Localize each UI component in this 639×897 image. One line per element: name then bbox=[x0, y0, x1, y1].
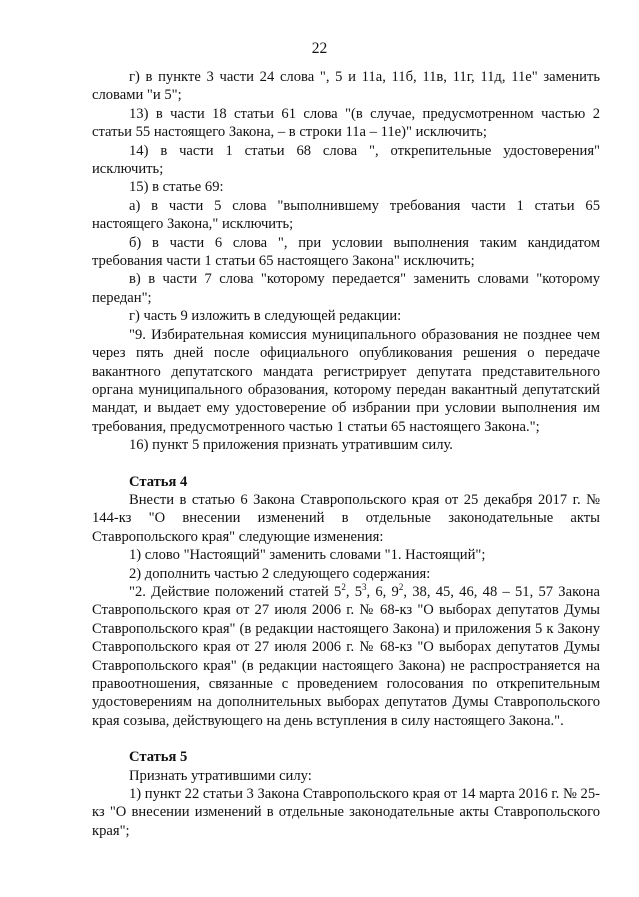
paragraph-item-16: 16) пункт 5 приложения признать утратившим силу. bbox=[129, 437, 453, 454]
article-4-heading: Статья 4 bbox=[129, 473, 188, 490]
article-5-heading: Статья 5 bbox=[129, 749, 188, 766]
paragraph-item-15v: в) в части 7 слова "которому передается" заменить словами "которому передан"; bbox=[92, 271, 600, 306]
article-5-item-1: 1) пункт 22 статьи 3 Закона Ставропольского края от 14 марта 2016 г. № 25-кз "О внесении изменений в отдельные законодательные акты Ставропольского края"; bbox=[92, 786, 600, 839]
article-4-intro: Внести в статью 6 Закона Ставропольского края от 25 декабря 2017 г. № 144-кз "О внесении изменений в отдельные законодательные акты Ставропольского края" следующие изменения: bbox=[92, 491, 600, 545]
paragraph-quoted-part-9: "9. Избирательная комиссия муниципального образования не позднее чем через пять дней после официального опубликования решения о передаче вакантного депутатского мандата регистрирует депутата представительного органа муниципального образования, которому передан вакантный депутатский мандат, и выдает ему удостоверение об избрании при условии выполнения им требования, предусмотренного частью 1 статьи 65 настоящего Закона."; bbox=[92, 326, 600, 435]
spacer bbox=[92, 455, 600, 473]
paragraph-item-15a: а) в части 5 слова "выполнившему требования части 1 статьи 65 настоящего Закона," исключить; bbox=[92, 197, 600, 233]
text-run: , 5 bbox=[345, 583, 362, 600]
paragraph-item-g-part-24: г) в пункте 3 части 24 слова ", 5 и 11а, 11б, 11в, 11г, 11д, 11е" заменить словами "и 5"; bbox=[92, 69, 600, 104]
article-4-quoted-part-2 bbox=[92, 583, 600, 730]
text-run: , 6, 9 bbox=[366, 583, 399, 600]
superscript: 3 bbox=[362, 582, 367, 593]
text-run: , 38, 45, 46, 48 – 51, 57 Закона Ставропольского края от 27 июля 2006 г. № 68-кз "О выборах депутатов Думы Ставропольского края" (в редакции настоящего Закона) и приложения 5 к Закону Ставропольского края от 27 июля 2006 г. № 68-кз "О выборах депутатов Думы Ставропольского края" (в редакции настоящего Закона) не распространяется на правоотношения, связанные с проведением голосования по открепительным удостоверениям на дополнительных выборах депутатов Думы Ставропольского края созыва, действующего на день вступления в силу настоящего Закона.". bbox=[92, 583, 601, 729]
article-5-intro: Признать утратившими силу: bbox=[129, 767, 312, 784]
paragraph-item-14: 14) в части 1 статьи 68 слова ", открепительные удостоверения" исключить; bbox=[92, 142, 600, 178]
paragraph-item-13: 13) в части 18 статьи 61 слова "(в случае, предусмотренном частью 2 статьи 55 настоящего Закона, – в строки 11а – 11е)" исключить; bbox=[92, 105, 600, 141]
spacer bbox=[92, 730, 600, 748]
paragraph-item-15: 15) в статье 69: bbox=[129, 179, 224, 196]
superscript: 2 bbox=[341, 582, 346, 593]
document-body bbox=[92, 68, 600, 840]
paragraph-item-15g: г) часть 9 изложить в следующей редакции: bbox=[129, 308, 402, 325]
paragraph-item-15b: б) в части 6 слова ", при условии выполнения таким кандидатом требования части 1 статьи 65 настоящего Закона" исключить; bbox=[92, 234, 600, 270]
text-run: "2. Действие положений статей 5 bbox=[129, 583, 342, 600]
superscript: 2 bbox=[398, 582, 404, 593]
article-4-item-1: 1) слово "Настоящий" заменить словами "1. Настоящий"; bbox=[129, 547, 486, 564]
article-4-item-2: 2) дополнить частью 2 следующего содержания: bbox=[129, 565, 431, 582]
page-number: 22 bbox=[311, 40, 328, 57]
